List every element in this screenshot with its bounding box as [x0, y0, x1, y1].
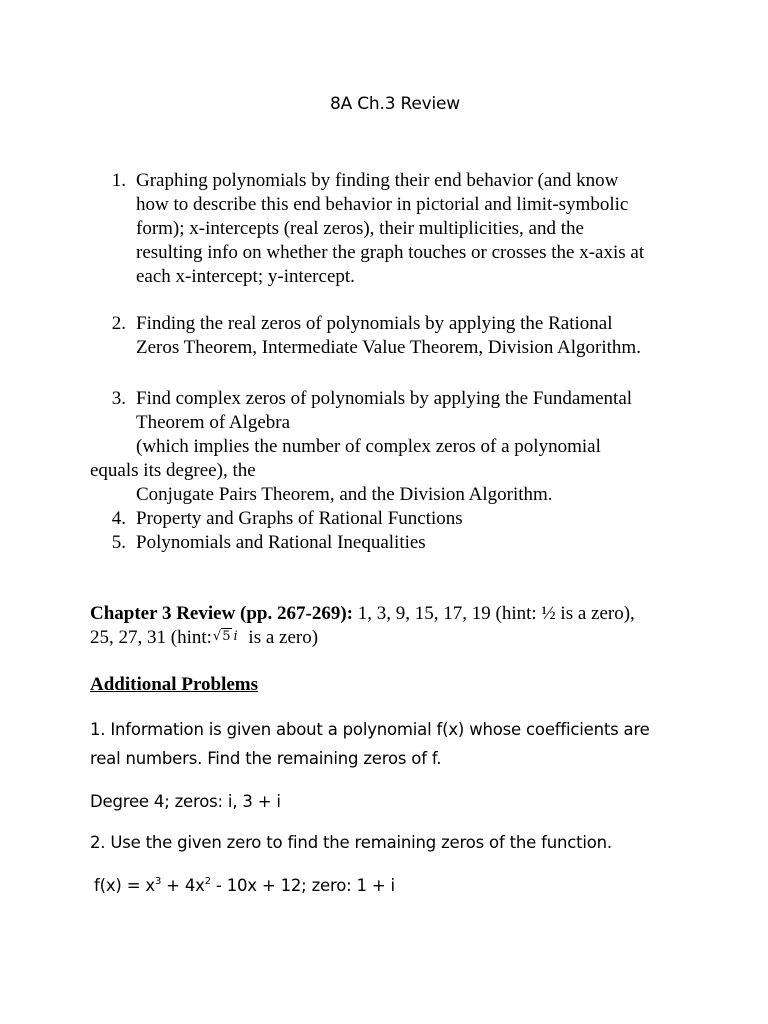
- topic-line: Graphing polynomials by finding their end behavior (and know: [136, 170, 619, 191]
- topic-line: Theorem of Algebra: [136, 412, 291, 433]
- sqrt-five-i-expression: [213, 625, 244, 649]
- topic-line: how to describe this end behavior in pictorial and limit-symbolic: [136, 194, 629, 215]
- topic-line: Property and Graphs of Rational Functions: [136, 508, 463, 529]
- topic-line: resulting info on whether the graph touches or crosses the x-axis at: [136, 242, 645, 263]
- topic-number: 5.: [111, 532, 126, 553]
- problem-2-function: [94, 876, 395, 895]
- topic-line: Conjugate Pairs Theorem, and the Division Algorithm.: [136, 484, 553, 505]
- additional-problems-heading: Additional Problems: [90, 674, 259, 695]
- review-label: Chapter 3 Review (pp. 267-269):: [90, 603, 353, 624]
- function-part: - 10x + 12; zero: 1 + i: [210, 876, 395, 895]
- topic-line: Polynomials and Rational Inequalities: [136, 532, 426, 553]
- topic-line: Finding the real zeros of polynomials by applying the Rational: [136, 313, 613, 334]
- review-line-1: [90, 602, 635, 626]
- exponent: 3: [154, 876, 162, 887]
- sqrt-radicand: 5: [222, 629, 231, 644]
- topic-number: 3.: [111, 388, 126, 409]
- review-line-2: [90, 626, 318, 652]
- topic-number: 2.: [111, 313, 126, 334]
- problem-1-line-1: 1. Information is given about a polynomial f(x) whose coefficients are: [90, 720, 650, 739]
- topic-number: 1.: [111, 170, 126, 191]
- sqrt-symbol: √: [212, 629, 222, 644]
- topic-line: form); x-intercepts (real zeros), their multiplicities, and the: [136, 218, 584, 239]
- exponent: 2: [204, 876, 211, 887]
- problem-1-line-2: real numbers. Find the remaining zeros of f.: [90, 749, 442, 768]
- imaginary-unit: i: [233, 629, 238, 644]
- topic-line: Find complex zeros of polynomials by applying the Fundamental: [136, 388, 633, 409]
- review-hint-end: is a zero): [243, 627, 319, 648]
- topic-line: equals its degree), the: [90, 460, 256, 481]
- topic-number: 4.: [111, 508, 126, 529]
- document-title: 8A Ch.3 Review: [330, 94, 460, 114]
- problem-2-line-1: 2. Use the given zero to find the remaining zeros of the function.: [90, 833, 612, 852]
- topic-line: Zeros Theorem, Intermediate Value Theorem, Division Algorithm.: [136, 337, 641, 358]
- topic-line: (which implies the number of complex zeros of a polynomial: [136, 436, 601, 457]
- review-problems: 1, 3, 9, 15, 17, 19 (hint: ½ is a zero),: [353, 603, 635, 624]
- function-part: f(x) = x: [94, 876, 155, 895]
- topic-line: each x-intercept; y-intercept.: [136, 266, 355, 287]
- function-part: + 4x: [161, 876, 205, 895]
- problem-1-given: Degree 4; zeros: i, 3 + i: [90, 792, 281, 811]
- review-problems-2: 25, 27, 31 (hint:: [90, 627, 212, 648]
